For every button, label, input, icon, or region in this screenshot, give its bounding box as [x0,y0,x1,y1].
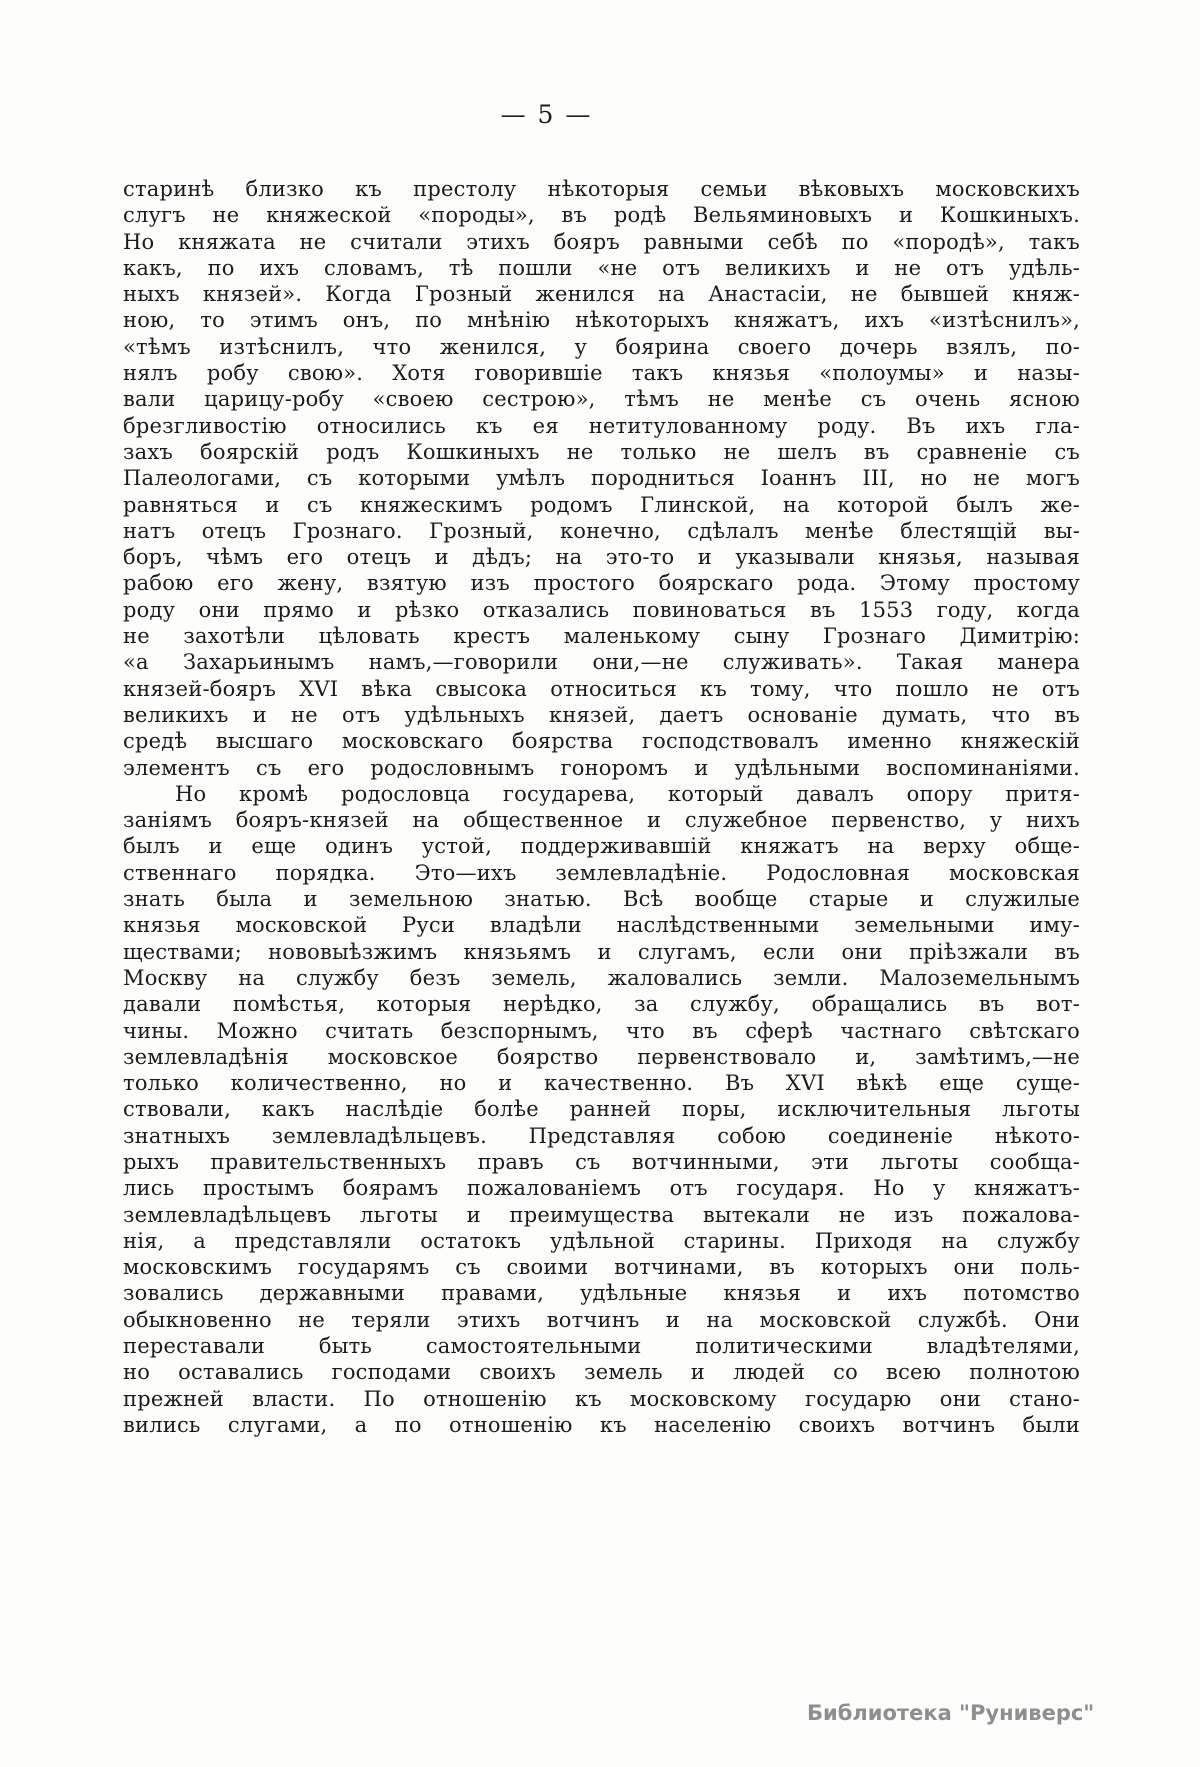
text-line: князья московской Руси владѣли наслѣдственными земельными иму- [123,913,1080,938]
text-line: элементъ съ его родословнымъ гоноромъ и удѣльными воспоминаніями. [123,755,1080,780]
text-line: равняться и съ княжескимъ родомъ Глинской, на которой былъ же- [123,492,1080,517]
text-line: нялъ робу свою». Хотя говорившіе такъ князья «полоумы» и назы- [123,361,1080,386]
text-line: нія, а представляли остатокъ удѣльной старины. Приходя на службу [123,1228,1080,1253]
text-line: Но кромѣ родословца государева, который давалъ опору притя- [175,781,1080,806]
text-line: боръ, чѣмъ его отецъ и дѣдъ; на это-то и указывали князья, называя [123,545,1080,570]
text-block [123,176,1080,1438]
text-line: рабою его жену, взятую изъ простого боярскаго рода. Этому простому [123,571,1080,596]
text-line: Палеологами, съ которыми умѣлъ породниться Іоаннъ III, но не могъ [123,466,1080,491]
text-line: роду они прямо и рѣзко отказались повиноваться въ 1553 году, когда [123,597,1080,622]
text-line: рыхъ правительственныхъ правъ съ вотчинными, эти льготы сообща- [123,1149,1080,1174]
text-line: Но княжата не считали этихъ бояръ равными себѣ по «породѣ», такъ [123,229,1080,254]
text-line: давали помѣстья, которыя нерѣдко, за службу, обращались въ вот- [123,992,1080,1017]
text-line: переставали быть самостоятельными политическими владѣтелями, [123,1334,1080,1359]
text-line: князей-бояръ XVI вѣка свысока относиться къ тому, что пошло не отъ [123,676,1080,701]
text-line: зовались державными правами, удѣльные князья и ихъ потомство [123,1281,1080,1306]
text-line: «а Захарьинымъ намъ,—говорили они,—не служивать». Такая манера [123,650,1080,675]
text-line: ныхъ князей». Когда Грозный женился на Анастасіи, не бывшей княж- [123,282,1080,307]
text-line: былъ и еще одинъ устой, поддерживавшій княжатъ на верху обще- [123,834,1080,859]
text-line: старинѣ близко къ престолу нѣкоторыя семьи вѣковыхъ московскихъ [123,177,1080,201]
text-line: но оставались господами своихъ земель и людей со всею полнотою [123,1360,1080,1385]
text-line: ществами; нововыѣзжимъ князьямъ и слугамъ, если они пріѣзжали въ [123,939,1080,964]
text-line: вились слугами, а по отношенію къ населенію своихъ вотчинъ были [123,1412,1080,1437]
text-line: брезгливостію относились къ ея нетитулованному роду. Въ ихъ гла- [123,413,1080,438]
text-line: прежней власти. По отношенію къ московскому государю они стано- [123,1386,1080,1411]
text-line: знать была и земельною знатью. Всѣ вообще старые и служилые [123,887,1080,912]
text-line: землевладѣльцевъ льготы и преимущества вытекали не изъ пожалова- [123,1202,1080,1227]
text-line: слугъ не княжеской «породы», въ родѣ Вельяминовыхъ и Кошкиныхъ. [123,203,1080,228]
page-number: — 5 — [500,100,593,129]
text-line: средѣ высшаго московскаго боярства господствовалъ именно княжескій [123,729,1080,754]
text-line: ственнаго порядка. Это—ихъ землевладѣніе. Родословная московская [123,860,1080,885]
text-line: великихъ и не отъ удѣльныхъ князей, даетъ основаніе думать, что въ [123,702,1080,727]
text-line: знатныхъ землевладѣльцевъ. Представляя собою соединеніе нѣкото- [123,1123,1080,1148]
text-line: лись простымъ боярамъ пожалованіемъ отъ государя. Но у княжатъ- [123,1176,1080,1201]
text-line: какъ, по ихъ словамъ, тѣ пошли «не отъ великихъ и не отъ удѣль- [123,255,1080,280]
text-line: вали царицу-робу «своею сестрою», тѣмъ не менѣе съ очень ясною [123,387,1080,412]
text-line: обыкновенно не теряли этихъ вотчинъ и на московской службѣ. Они [123,1307,1080,1332]
text-line: чины. Можно считать безспорнымъ, что въ сферѣ частнаго свѣтскаго [123,1018,1080,1043]
text-line: ною, то этимъ онъ, по мнѣнію нѣкоторыхъ княжатъ, ихъ «изтѣснилъ», [123,308,1080,333]
text-line: не захотѣли цѣловать крестъ маленькому сыну Грознаго Димитрію: [123,624,1080,649]
text-line: «тѣмъ изтѣснилъ, что женился, у боярина своего дочерь взялъ, по- [123,334,1080,359]
text-line: московскимъ государямъ съ своими вотчинами, въ которыхъ они поль- [123,1255,1080,1280]
text-line: заніямъ бояръ-князей на общественное и служебное первенство, у нихъ [123,808,1080,833]
text-line: Москву на службу безъ земель, жаловались земли. Малоземельнымъ [123,965,1080,990]
text-line: только количественно, но и качественно. Въ XVI вѣкѣ еще суще- [123,1071,1080,1096]
text-line: землевладѣнія московское боярство первенствовало и, замѣтимъ,—не [123,1044,1080,1069]
text-line: натъ отецъ Грознаго. Грозный, конечно, сдѣлалъ менѣе блестящій вы- [123,518,1080,543]
text-line: ствовали, какъ наслѣдіе болѣе ранней поры, исключительныя льготы [123,1097,1080,1122]
library-watermark: Библиотека "Руниверс" [807,1701,1095,1725]
text-line: захъ боярскій родъ Кошкиныхъ не только не шелъ въ сравненіе съ [123,439,1080,464]
